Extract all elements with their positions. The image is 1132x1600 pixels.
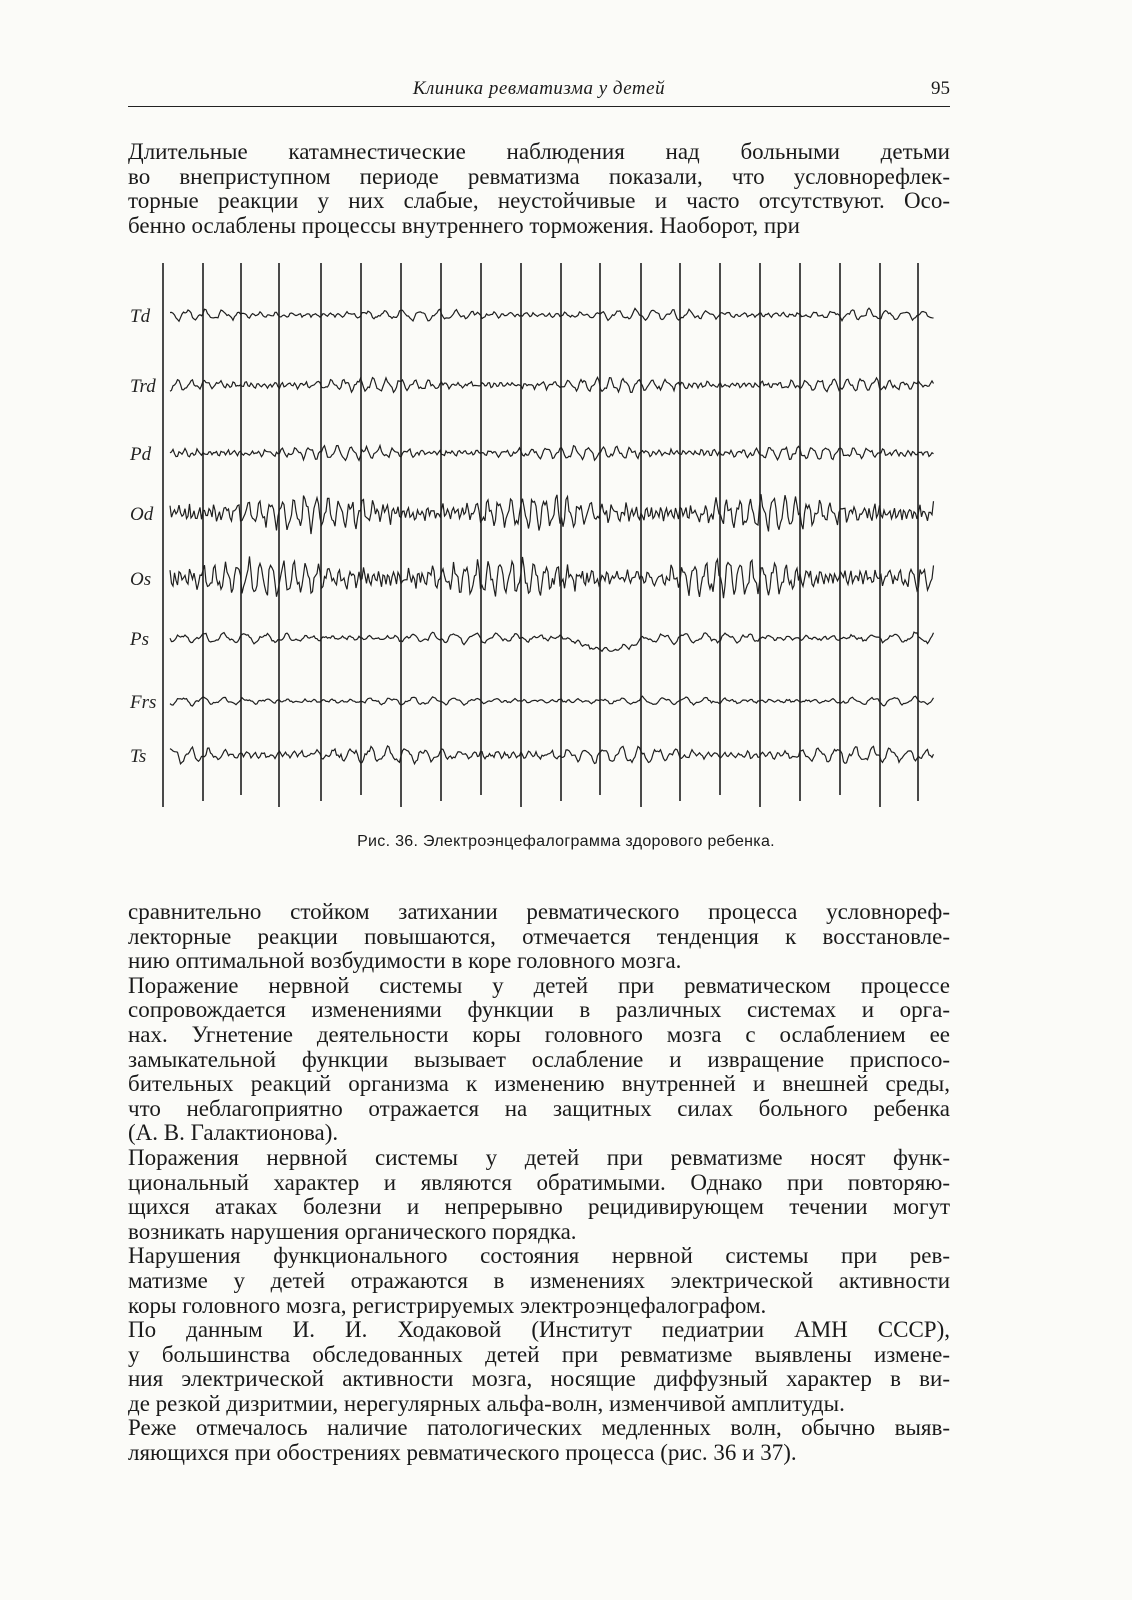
text-line: матизме у детей отражаются в изменениях электрической активности — [128, 1267, 950, 1293]
channel-label: Ts — [130, 746, 147, 767]
running-title: Клиника ревматизма у детей — [412, 78, 666, 99]
eeg-figure — [128, 255, 950, 815]
text-line: ния электрической активности мозга, носящие диффузный характер в ви- — [128, 1366, 950, 1392]
text-line: коры головного мозга, регистрируемых электроэнцефалографом. — [128, 1292, 767, 1318]
text-line: циональный характер и являются обратимыми. Однако при повторяю- — [128, 1169, 950, 1195]
text-line: де резкой дизритмии, нерегулярных альфа-волн, изменчивой амплитуды. — [128, 1390, 845, 1416]
eeg-trace — [170, 746, 934, 764]
text-line: сравнительно стойком затихании ревматического процесса условнореф- — [128, 899, 950, 924]
text-line: Реже отмечалось наличие патологических медленных волн, обычно выяв- — [128, 1415, 950, 1441]
text-line: Поражение нервной системы у детей при ревматическом процессе — [128, 972, 950, 998]
text-line: замыкательной функции вызывает ослабление и извращение приспосо- — [128, 1046, 950, 1072]
text-line: нию оптимальной возбудимости в коре головного мозга. — [128, 948, 682, 974]
text-line: бительных реакций организма к изменению внутренней и внешней среды, — [128, 1071, 950, 1097]
eeg-trace — [170, 632, 934, 651]
eeg-trace — [170, 377, 934, 392]
text-line: (А. В. Галактионова). — [128, 1120, 339, 1146]
text-line: Нарушения функционального состояния нервной системы при рев- — [128, 1243, 950, 1269]
figure-caption: Рис. 36. Электроэнцефалограмма здорового ребенка. — [357, 833, 775, 850]
paragraph-body — [128, 900, 950, 1466]
text-line: что неблагоприятно отражается на защитных силах больного ребенка — [128, 1095, 950, 1121]
eeg-trace — [170, 308, 934, 321]
eeg-trace — [170, 494, 934, 534]
text-line: По данным И. И. Ходаковой (Институт педиатрии АМН СССР), — [128, 1317, 950, 1343]
text-line: ляющихся при обострениях ревматического процесса (рис. 36 и 37). — [128, 1440, 797, 1466]
text-line: лекторные реакции повышаются, отмечается тенденция к восстановле- — [128, 923, 950, 949]
channel-label: Pd — [130, 444, 152, 465]
channel-label: Td — [130, 306, 151, 327]
text-line: у большинства обследованных детей при ревматизме выявлены измене- — [128, 1341, 950, 1367]
text-line: торные реакции у них слабые, неустойчивые и часто отсутствуют. Осо- — [128, 188, 950, 214]
eeg-trace — [170, 696, 934, 706]
channel-label: Trd — [130, 376, 156, 397]
text-line: сопровождается изменениями функции в различных системах и орга- — [128, 997, 950, 1023]
text-line: нах. Угнетение деятельности коры головного мозга с ослаблением ее — [128, 1021, 950, 1047]
eeg-trace — [170, 446, 934, 461]
text-line: щихся атаках болезни и непрерывно рецидивирующем течении могут — [128, 1194, 950, 1220]
channel-label: Ps — [130, 629, 149, 650]
channel-label: Frs — [130, 692, 157, 713]
eeg-chart — [128, 255, 950, 815]
text-line: Поражения нервной системы у детей при ревматизме носят функ- — [128, 1144, 950, 1170]
text-line: Длительные катамнестические наблюдения над больными детьми — [128, 139, 950, 164]
text-line: возникать нарушения органического порядка. — [128, 1218, 577, 1244]
channel-label: Od — [130, 504, 154, 525]
text-line: бенно ослаблены процессы внутреннего торможения. Наоборот, при — [128, 212, 800, 238]
channel-label: Os — [130, 569, 152, 590]
page-number: 95 — [931, 78, 950, 99]
paragraph-top — [128, 140, 950, 238]
eeg-trace — [170, 556, 934, 598]
running-header — [128, 78, 950, 107]
text-line: во внеприступном периоде ревматизма показали, что условнорефлек- — [128, 163, 950, 189]
